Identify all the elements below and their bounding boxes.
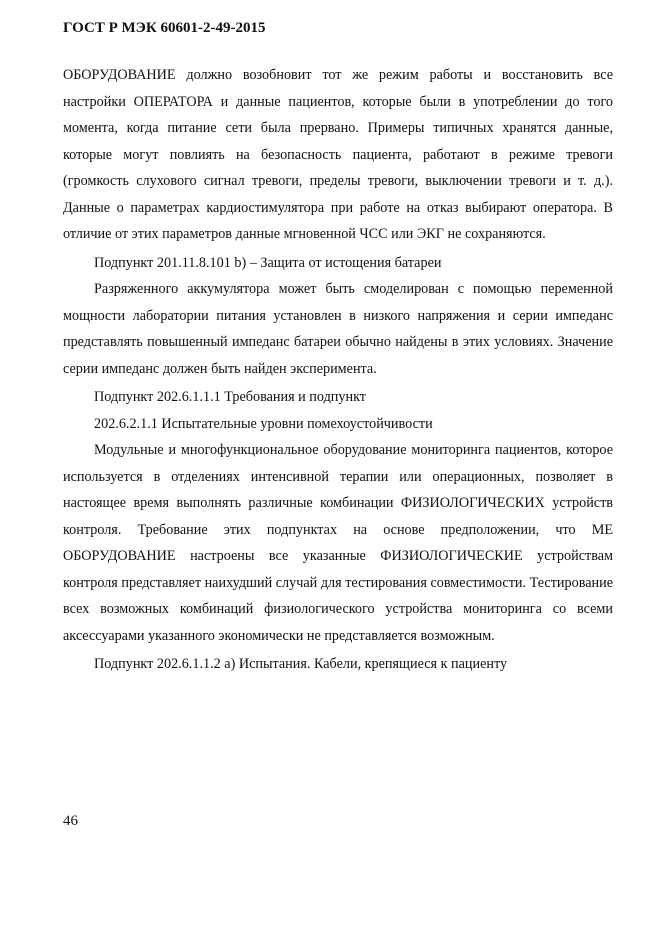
subclause-heading-patient-cables: Подпункт 202.6.1.1.2 а) Испытания. Кабели, крепящиеся к пациенту [94,656,508,672]
page-number: 46 [63,813,78,829]
document-body [63,62,613,678]
paragraph-power-restore: ОБОРУДОВАНИЕ должно возобновит тот же режим работы и восстановить все настройки ОПЕРАТОРА и данные пациентов, которые были в употреблении до того момента, когда питание сети была прервано. Примеры типичных хранятся данные, которые могут повлиять на безопасность пациента, работают в режиме тревоги (громкость слухового сигнал тревоги, пределы тревоги, выключении тревоги и т. д.). Данные о параметрах кардиостимулятора при работе на отказ выбирают оператора. В отличие от этих параметров данные мгновенной ЧСС или ЭКГ не сохраняются. [63,67,613,242]
document-header: ГОСТ Р МЭК 60601-2-49-2015 [63,20,266,36]
paragraph-monitoring-combinations: Модульные и многофункциональное оборудование мониторинга пациентов, которое используется в отделениях интенсивной терапии или операционных, позволяет в настоящее время выполнять различные комбинации ФИЗИОЛОГИЧЕСКИХ устройств контроля. Требование этих подпунктах на основе предположении, что МЕ ОБОРУДОВАНИЕ настроены все указанные ФИЗИОЛОГИЧЕСКИЕ устройствам контроля представляет наихудший случай для тестирования совместимости. Тестирование всех возможных комбинаций физиологического устройства мониторинга со всеми аксессуарами указанного экономически не представляется возможным. [63,442,613,644]
subclause-heading-battery: Подпункт 201.11.8.101 b) – Защита от истощения батареи [94,254,442,271]
subclause-heading-immunity-levels: 202.6.2.1.1 Испытательные уровни помехоустойчивости [94,415,433,432]
paragraph-battery-simulation: Разряженного аккумулятора может быть смоделирован с помощью переменной мощности лаборатории питания установлен в низкого напряжения и серии импеданс представлять повышенный импеданс батареи обычно найдены в этих условиях. Значение серии импеданс должен быть найден эксперимента. [63,281,613,377]
subclause-heading-requirements: Подпункт 202.6.1.1.1 Требования и подпункт [94,389,366,405]
